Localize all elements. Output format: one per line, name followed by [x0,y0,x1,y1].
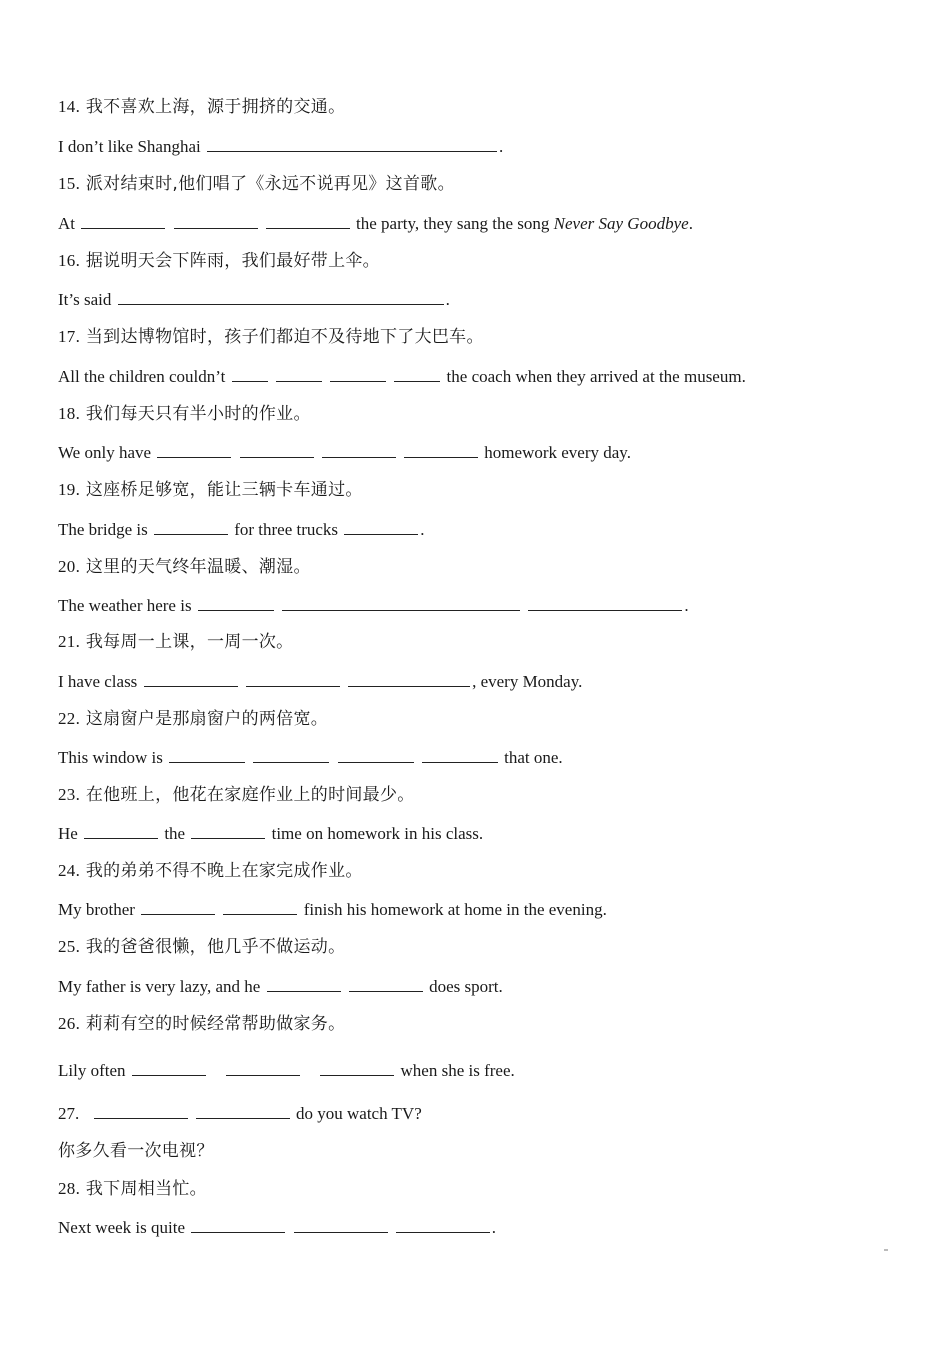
chinese-sentence: 我的弟弟不得不晚上在家完成作业。 [85,861,363,881]
sentence-text: The bridge is [58,520,148,539]
question-23-chinese [58,784,415,806]
chinese-sentence: 我不喜欢上海，源于拥挤的交通。 [85,97,346,117]
chinese-sentence: 当到达博物馆时，孩子们都迫不及待地下了大巴车。 [85,327,484,347]
question-18-english [58,441,631,464]
answer-blank[interactable] [232,365,268,382]
question-14-english [58,135,503,158]
sentence-text: . [499,137,504,156]
question-28-chinese [58,1178,207,1200]
sentence-text: I don’t like Shanghai [58,137,201,156]
question-number: 22. [58,709,81,728]
sentence-text: Lily often [58,1061,126,1080]
question-number: 23. [58,785,81,804]
chinese-sentence: 我的爸爸很懒，他几乎不做运动。 [85,937,346,957]
question-number: 28. [58,1179,81,1198]
sentence-text: finish his homework at home in the evening. [303,900,607,919]
chinese-sentence: 派对结束时,他们唱了《永远不说再见》这首歌。 [85,174,455,194]
question-number: 15. [58,174,81,193]
question-24-english [58,898,607,921]
question-number: 17. [58,327,81,346]
question-17-english [58,365,746,388]
question-15-english [58,212,693,235]
answer-blank[interactable] [132,1059,206,1076]
chinese-sentence: 在他班上，他花在家庭作业上的时间最少。 [85,785,415,805]
answer-blank[interactable] [198,594,274,611]
sentence-text: At [58,214,75,233]
sentence-text: . [420,520,425,539]
question-18-chinese [58,403,311,425]
chinese-sentence: 莉莉有空的时候经常帮助做家务。 [85,1014,346,1034]
sentence-text: All the children couldn’t [58,367,226,386]
answer-blank[interactable] [191,1216,285,1233]
answer-blank[interactable] [240,441,314,458]
chinese-sentence: 据说明天会下阵雨，我们最好带上伞。 [85,251,380,271]
answer-blank[interactable] [528,594,682,611]
sentence-text: homework every day. [484,443,631,462]
question-number: 19. [58,480,81,499]
sentence-text: , every Monday. [472,672,583,691]
question-14-chinese [58,96,345,118]
sentence-text: time on homework in his class. [271,824,484,843]
sentence-text: The weather here is [58,596,192,615]
question-22-english [58,746,563,769]
question-19-english [58,518,425,541]
question-23-english [58,822,483,845]
sentence-text: I have class [58,672,138,691]
answer-blank[interactable] [282,594,520,611]
question-number: 21. [58,632,81,651]
chinese-sentence: 这扇窗户是那扇窗户的两倍宽。 [85,709,329,729]
sentence-text: for three trucks [234,520,339,539]
question-25-chinese [58,936,345,958]
answer-blank[interactable] [141,898,215,915]
sentence-text: when she is free. [400,1061,515,1080]
sentence-text: . [491,1218,496,1237]
question-20-chinese [58,556,311,578]
answer-blank[interactable] [118,288,444,305]
question-28-english [58,1216,496,1239]
answer-blank[interactable] [207,135,497,152]
sentence-text: . [684,596,689,615]
question-number: 26. [58,1014,81,1033]
question-number: 20. [58,557,81,576]
song-title: Never Say Goodbye [553,214,689,233]
question-number: 14. [58,97,81,116]
answer-blank[interactable] [294,1216,388,1233]
sentence-text: the party, they sang the song [356,214,550,233]
answer-blank[interactable] [223,898,297,915]
question-number: 27. [58,1104,80,1123]
question-16-english [58,288,450,311]
question-number: 16. [58,251,81,270]
scan-speck [884,1249,888,1251]
question-20-english [58,594,689,617]
answer-blank[interactable] [246,670,340,687]
answer-blank[interactable] [94,1102,188,1119]
sentence-text: My father is very lazy, and he [58,977,261,996]
answer-blank[interactable] [253,746,329,763]
question-number: 24. [58,861,81,880]
sentence-text: the coach when they arrived at the museum. [446,367,746,386]
answer-blank[interactable] [226,1059,300,1076]
sentence-text: It’s said [58,290,112,309]
answer-blank[interactable] [348,670,470,687]
sentence-text: does sport. [429,977,503,996]
answer-blank[interactable] [338,746,414,763]
question-number: 18. [58,404,81,423]
question-22-chinese [58,708,328,730]
answer-blank[interactable] [394,365,440,382]
answer-blank[interactable] [174,212,258,229]
question-27-english [58,1102,422,1125]
answer-blank[interactable] [191,822,265,839]
answer-blank[interactable] [344,518,418,535]
chinese-sentence: 我下周相当忙。 [85,1179,207,1199]
question-26-english [58,1059,515,1082]
question-15-chinese [58,173,455,195]
answer-blank[interactable] [322,441,396,458]
sentence-text: He [58,824,78,843]
question-26-chinese [58,1013,345,1035]
question-25-english [58,975,503,998]
answer-blank[interactable] [266,212,350,229]
sentence-text: . [445,290,450,309]
sentence-text: the [164,824,186,843]
question-17-chinese [58,326,484,348]
answer-blank[interactable] [154,518,228,535]
chinese-sentence: 我们每天只有半小时的作业。 [85,404,311,424]
question-19-chinese [58,479,363,501]
answer-blank[interactable] [81,212,165,229]
sentence-text: that one. [504,748,563,767]
answer-blank[interactable] [276,365,322,382]
answer-blank[interactable] [422,746,498,763]
answer-blank[interactable] [84,822,158,839]
question-21-english [58,670,582,693]
answer-blank[interactable] [320,1059,394,1076]
chinese-sentence: 你多久看一次电视？ [58,1141,214,1161]
chinese-sentence: 我每周一上课，一周一次。 [85,632,294,652]
question-21-chinese [58,631,293,653]
answer-blank[interactable] [144,670,238,687]
answer-blank[interactable] [330,365,386,382]
answer-blank[interactable] [404,441,478,458]
answer-blank[interactable] [157,441,231,458]
sentence-text: My brother [58,900,135,919]
answer-blank[interactable] [196,1102,290,1119]
sentence-text: Next week is quite [58,1218,185,1237]
question-27-chinese [58,1140,214,1162]
question-16-chinese [58,250,380,272]
sentence-text: . [688,214,693,233]
sentence-text: do you watch TV? [296,1104,422,1123]
chinese-sentence: 这座桥足够宽，能让三辆卡车通过。 [85,480,363,500]
chinese-sentence: 这里的天气终年温暖、潮湿。 [85,557,311,577]
answer-blank[interactable] [396,1216,490,1233]
question-24-chinese [58,860,363,882]
sentence-text: This window is [58,748,163,767]
question-number: 25. [58,937,81,956]
answer-blank[interactable] [349,975,423,992]
answer-blank[interactable] [267,975,341,992]
answer-blank[interactable] [169,746,245,763]
sentence-text: We only have [58,443,152,462]
